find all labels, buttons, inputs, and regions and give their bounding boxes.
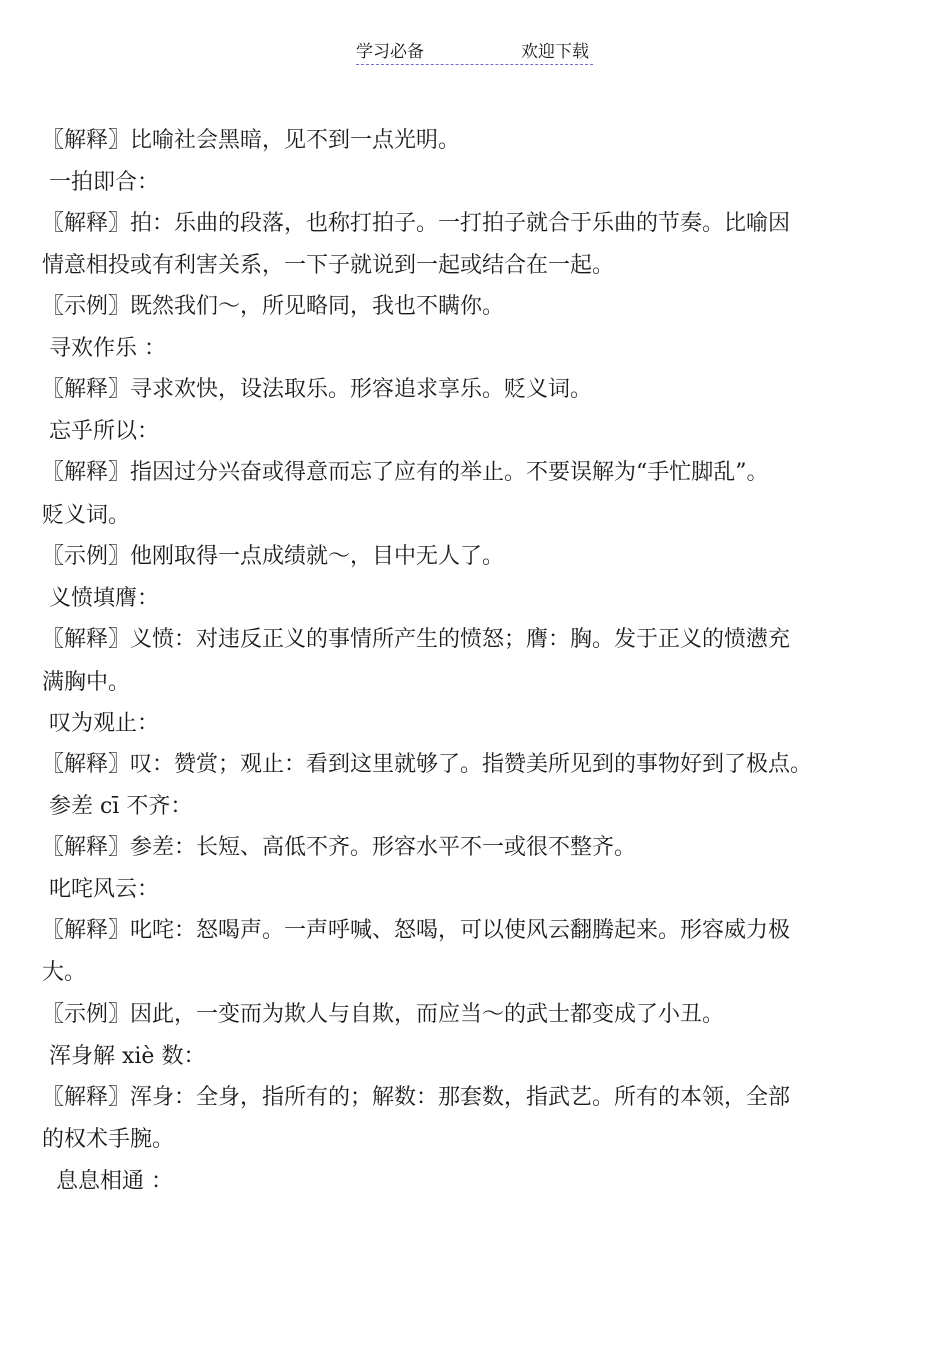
text-line: 叹为观止： xyxy=(42,711,159,736)
text-line: 〖解释〗寻求欢快，设法取乐。形容追求享乐。贬义词。 xyxy=(42,377,593,402)
text-line: 浑身解 xiè 数： xyxy=(42,1044,206,1069)
text-line: 寻欢作乐 ： xyxy=(42,336,166,361)
text-line: 〖解释〗比喻社会黑暗，见不到一点光明。 xyxy=(42,128,461,153)
text-line: 〖解释〗浑身：全身，指所有的；解数：那套数，指武艺。所有的本领，全部 xyxy=(42,1085,791,1110)
text-line: 〖解释〗叱咤：怒喝声。一声呼喊、怒喝，可以使风云翻腾起来。形容威力极 xyxy=(42,918,791,943)
text-line: 〖解释〗拍：乐曲的段落，也称打拍子。一打拍子就合于乐曲的节奏。比喻因 xyxy=(42,211,791,236)
text-line: 〖示例〗他刚取得一点成绩就～，目中无人了。 xyxy=(42,544,505,569)
header-right-text: 欢迎下载 xyxy=(521,42,589,62)
text-line: 满胸中。 xyxy=(42,670,131,695)
text-line: 忘乎所以： xyxy=(42,419,159,444)
text-line: 贬义词。 xyxy=(42,503,131,528)
text-line: 一拍即合： xyxy=(42,170,159,195)
text-line: 〖示例〗既然我们～，所见略同，我也不瞒你。 xyxy=(42,294,505,319)
text-line: 情意相投或有利害关系，一下子就说到一起或结合在一起。 xyxy=(42,253,615,278)
text-line: 〖解释〗参差：长短、高低不齐。形容水平不一或很不整齐。 xyxy=(42,835,637,860)
text-line: 〖示例〗因此，一变而为欺人与自欺，而应当～的武士都变成了小丑。 xyxy=(42,1002,725,1027)
page-header xyxy=(356,40,593,65)
header-left-text: 学习必备 xyxy=(356,42,424,62)
text-line: 的权术手腕。 xyxy=(42,1127,175,1152)
text-line: 〖解释〗义愤：对违反正义的事情所产生的愤怒；膺：胸。发于正义的愤懑充 xyxy=(42,627,791,652)
text-line: 〖解释〗叹：赞赏；观止：看到这里就够了。指赞美所见到的事物好到了极点。 xyxy=(42,752,813,777)
text-line: 义愤填膺： xyxy=(42,586,159,611)
text-line: 息息相通 ： xyxy=(42,1169,173,1194)
text-line: 参差 cī 不齐： xyxy=(42,794,193,819)
text-line: 〖解释〗指因过分兴奋或得意而忘了应有的举止。不要误解为“手忙脚乱”。 xyxy=(42,460,769,485)
text-line: 大。 xyxy=(42,960,87,985)
text-line: 叱咤风云： xyxy=(42,877,159,902)
